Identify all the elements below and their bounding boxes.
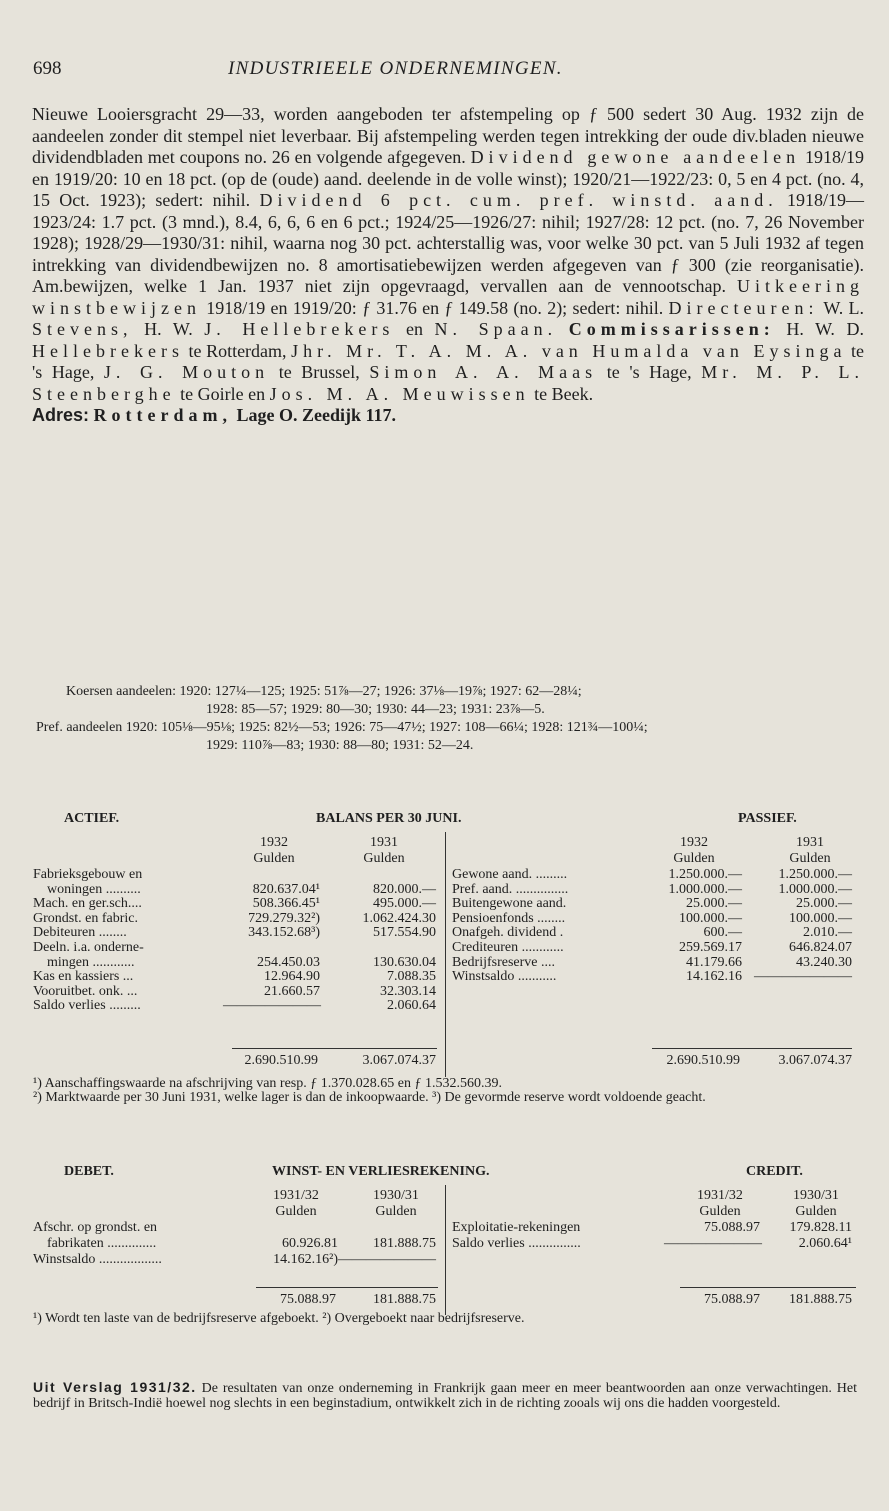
row-value: 729.279.32²) — [248, 910, 320, 926]
row-value: 25.000.— — [686, 896, 742, 912]
row-label: Saldo verlies ............... — [452, 1236, 581, 1251]
total-value: 75.088.97 — [704, 1292, 760, 1307]
koersen-block — [36, 683, 866, 755]
col-unit: Gulden — [673, 851, 715, 866]
table-row — [452, 883, 856, 898]
col-year: 1930/31 — [793, 1188, 839, 1203]
footnote: ¹) Aanschaffingswaarde na afschrijving van resp. ƒ 1.370.028.65 en ƒ 1.532.560.39. — [33, 1076, 502, 1091]
koersen-line: 1928: 85—57; 1929: 80—30; 1930: 44—23; 1931: 23⅞—5. — [206, 702, 545, 717]
row-value: 2.060.64¹ — [798, 1236, 852, 1251]
text-rotterdam: te Rotterdam, — [188, 340, 287, 361]
row-value: 1.250.000.— — [668, 867, 742, 882]
table-row — [452, 970, 856, 985]
balans-title: BALANS PER 30 JUNI. — [316, 811, 462, 826]
column-divider — [445, 832, 446, 1077]
text-director-initials: W. L. — [823, 297, 865, 318]
col-year: 1932 — [680, 835, 708, 850]
row-label: Buitengewone aand. — [452, 896, 567, 912]
table-row — [452, 1221, 856, 1237]
row-value: 179.828.11 — [789, 1220, 852, 1235]
table-row — [33, 868, 438, 883]
row-label: Pensioenfonds ........ — [452, 910, 566, 926]
total-rule — [232, 1048, 437, 1049]
row-value: 517.554.90 — [373, 925, 436, 941]
table-row — [452, 956, 856, 971]
wv-credit — [452, 1221, 856, 1253]
spaced-commissarissen: Commissarissen: — [568, 319, 775, 339]
col-year: 1931/32 — [697, 1188, 743, 1203]
col-unit: Gulden — [789, 851, 831, 866]
total-value: 75.088.97 — [280, 1292, 336, 1307]
table-row — [33, 941, 438, 956]
table-row — [33, 897, 438, 912]
spaced-stevens: Stevens, — [32, 319, 133, 339]
row-value: 508.366.45¹ — [252, 896, 320, 912]
text-hwd: H. W. D. — [786, 319, 865, 339]
row-value: 100.000.— — [789, 910, 852, 926]
row-value: 2.060.64 — [387, 998, 436, 1014]
text-en: en — [405, 319, 423, 339]
spaced-hellebrekers: J. Hellebrekers — [204, 319, 395, 339]
total-value: 3.067.074.37 — [362, 1053, 436, 1068]
row-value: 21.660.57 — [264, 983, 320, 999]
total-value: 181.888.75 — [789, 1292, 852, 1307]
total-rule — [652, 1048, 852, 1049]
col-year: 1931/32 — [273, 1188, 319, 1203]
col-unit: Gulden — [375, 1204, 417, 1219]
row-value: 41.179.66 — [686, 954, 742, 970]
adres-city: Rotterdam, — [93, 405, 232, 425]
row-value: 14.162.16 — [686, 969, 742, 985]
koersen-line: Koersen aandeelen: 1920: 127¼—125; 1925: 51⅞—27; 1926: 37⅛—19⅞; 1927: 62—28¼; — [66, 684, 582, 699]
total-value: 181.888.75 — [373, 1292, 436, 1307]
col-year: 1931 — [796, 835, 824, 850]
col-year: 1930/31 — [373, 1188, 419, 1203]
row-value: 820.000.— — [373, 881, 436, 897]
verslag-text: De resultaten van onze onderneming in Frankrijk gaan meer en meer beantwoorden aan onze verwachtingen. Het bedrijf in Britsch-Indië hoewel nog slechts in een beginstadium, ontwikkelt zich in de richting zooals wij ons die hadden voorgesteld. — [33, 1381, 857, 1411]
col-unit: Gulden — [795, 1204, 837, 1219]
total-value: 2.690.510.99 — [666, 1053, 740, 1068]
text-brussel: te Brussel, — [278, 362, 360, 382]
page-number: 698 — [33, 58, 62, 79]
col-year: 1931 — [370, 835, 398, 850]
table-row — [33, 1253, 438, 1269]
spaced-mouton: J. G. Mouton — [103, 362, 270, 382]
row-label: Bedrijfsreserve .... — [452, 954, 556, 970]
text-hage-1: te 's Hage, — [32, 340, 865, 382]
row-value: 646.824.07 — [789, 939, 852, 955]
row-label: fabrikaten .............. — [47, 1236, 157, 1251]
text-hw: H. W. — [144, 319, 193, 339]
credit-label: CREDIT. — [746, 1164, 803, 1179]
text-dividend-pref: 1918/19—1923/24: 1.7 pct. (3 mnd.), 8.4, 6, 6, 6 en 6 pct.; 1924/25—1926/27: nihil; 1927/28: 12 pct. (no. 7, 26 November 1928); 1928/29—1930/31: nihil, waarna nog 30 pct. achterstallig was, voor welke 30 pct. van 5 Juli 1932 af tegen intrekking van dividendbewijzen no. 8 amortisatiebewijzen werden afgegeven van ƒ 300 (zie reorganisatie). Am.bewijzen, welke 1 Jan. 1937 niet zijn opgevraagd, vervallen aan de vennootschap. — [32, 190, 865, 296]
row-value: 820.637.04¹ — [252, 881, 320, 897]
table-row — [452, 912, 856, 927]
row-label: Grondst. en fabric. — [33, 910, 138, 926]
spaced-humalda: Jhr. Mr. T. A. M. A. van Humalda van Eysinga — [291, 340, 847, 361]
spaced-dividend-pref: Dividend 6 pct. cum. pref. winstd. aand. — [259, 190, 778, 210]
text-goirle: te Goirle en — [180, 383, 266, 404]
row-value: 75.088.97 — [704, 1220, 760, 1235]
row-label: Exploitatie-rekeningen — [452, 1220, 581, 1235]
text-uitkeering: 1918/19 en 1919/20: ƒ 31.76 en ƒ 149.58 (no. 2); sedert: nihil. — [206, 297, 664, 318]
row-label: mingen ............ — [47, 954, 135, 970]
row-label: Crediteuren ............ — [452, 939, 564, 955]
row-label: Pref. aand. ............... — [452, 881, 569, 897]
row-value: 259.569.17 — [679, 939, 742, 955]
spaced-meuwissen: Jos. M. A. Meuwissen — [269, 383, 530, 404]
col-unit: Gulden — [275, 1204, 317, 1219]
table-row — [452, 897, 856, 912]
row-value: 25.000.— — [796, 896, 852, 912]
row-value: 343.152.68³) — [248, 925, 320, 941]
table-row — [33, 1237, 438, 1253]
text-intro: Nieuwe Looiersgracht 29—33, worden aangeboden ter afstempeling op ƒ 500 sedert 30 Aug. 1932 zijn de aandeelen zonder dit stempel niet leverbaar. Bij afstempeling werden tegen intrekking der oude div.bladen nieuwe dividendbladen met coupons no. 26 en volgende afgegeven. — [32, 104, 864, 167]
table-row — [33, 999, 438, 1014]
spaced-simon: Simon A. A. Maas — [369, 362, 598, 382]
actief-label: ACTIEF. — [64, 811, 120, 826]
spaced-steenberghe: Mr. M. P. L. Steenberghe — [32, 362, 865, 404]
row-value: 1.000.000.— — [668, 881, 742, 897]
verslag-block — [33, 1380, 857, 1411]
row-label: Deeln. i.a. onderne- — [33, 939, 144, 955]
balans-footnotes — [33, 1077, 857, 1105]
row-label: Mach. en ger.sch.... — [33, 896, 142, 912]
row-value: 60.926.81 — [282, 1236, 338, 1251]
column-divider — [445, 1185, 446, 1315]
wv-debet — [33, 1221, 438, 1269]
table-row — [33, 912, 438, 927]
text-hage-2: te 's Hage, — [606, 362, 692, 382]
table-row — [33, 883, 438, 898]
adres-label: Adres: — [32, 405, 90, 425]
row-label: Debiteuren ........ — [33, 925, 127, 941]
verslag-label: Uit Verslag 1931/32. — [33, 1379, 197, 1395]
table-row — [33, 985, 438, 1000]
running-head: INDUSTRIEELE ONDERNEMINGEN. — [228, 58, 563, 79]
wv-footnote: ¹) Wordt ten laste van de bedrijfsreserve afgeboekt. ²) Overgeboekt naar bedrijfsreserve. — [33, 1311, 525, 1326]
row-value: ——————— — [754, 969, 852, 985]
balans-passief — [452, 868, 856, 985]
col-unit: Gulden — [253, 851, 295, 866]
row-value: 14.162.16²) — [273, 1252, 338, 1267]
spaced-dividend-gewone: Dividend gewone aandeelen — [470, 147, 801, 167]
spaced-hellebrekers-2: Hellebrekers — [32, 340, 184, 361]
spaced-spaan: N. Spaan. — [434, 319, 558, 339]
row-value: 43.240.30 — [796, 954, 852, 970]
row-value: ——————— — [338, 1252, 436, 1267]
total-value: 2.690.510.99 — [244, 1053, 318, 1068]
row-value: ——————— — [223, 998, 321, 1014]
row-label: Afschr. op grondst. en — [33, 1220, 158, 1235]
koersen-line: 1929: 110⅞—83; 1930: 88—80; 1931: 52—24. — [206, 738, 474, 753]
table-row — [452, 926, 856, 941]
row-label: Gewone aand. ......... — [452, 867, 568, 882]
table-row — [452, 1237, 856, 1253]
row-label: woningen .......... — [47, 881, 141, 897]
table-row — [33, 926, 438, 941]
balans-actief — [33, 868, 438, 1014]
row-value: 181.888.75 — [373, 1236, 436, 1251]
wv-title: WINST- EN VERLIESREKENING. — [272, 1164, 490, 1179]
row-value: 1.250.000.— — [778, 867, 852, 882]
total-rule — [680, 1287, 856, 1288]
row-value: 130.630.04 — [373, 954, 436, 970]
col-year: 1932 — [260, 835, 288, 850]
row-value: 12.964.90 — [264, 969, 320, 985]
row-value: 600.— — [703, 925, 742, 941]
passief-label: PASSIEF. — [738, 811, 797, 826]
debet-label: DEBET. — [64, 1164, 114, 1179]
row-value: 2.010.— — [803, 925, 852, 941]
text-dividend-gewone: 1918/19 en 1919/20: 10 en 18 pct. (op de (oude) aand. deelende in de volle winst); 1920/21—1922/23: 0, 5 en 4 pct. (no. 4, 15 Oct. 1923); sedert: nihil. — [32, 147, 865, 210]
table-row — [33, 956, 438, 971]
total-rule — [256, 1287, 438, 1288]
table-row — [33, 970, 438, 985]
col-unit: Gulden — [699, 1204, 741, 1219]
koersen-line: Pref. aandeelen 1920: 105⅛—95⅛; 1925: 82½—53; 1926: 75—47½; 1927: 108—66¼; 1928: 121¾—100¼; — [36, 720, 648, 735]
row-value: 254.450.03 — [257, 954, 320, 970]
footnote: ²) Marktwaarde per 30 Juni 1931, welke lager is dan de inkoopwaarde. ³) De gevormde reserve wordt voldoende geacht. — [33, 1090, 706, 1105]
spaced-directeuren: Directeuren: — [668, 297, 819, 318]
col-unit: Gulden — [363, 851, 405, 866]
row-label: Winstsaldo ........... — [452, 969, 557, 985]
row-value: 1.000.000.— — [778, 881, 852, 897]
adres-street: Lage O. Zeedijk 117. — [236, 405, 397, 425]
row-label: Vooruitbet. onk. ... — [33, 983, 138, 999]
row-value: 7.088.35 — [387, 969, 436, 985]
row-label: Kas en kassiers ... — [33, 969, 134, 985]
company-description — [32, 104, 864, 427]
row-value: 32.303.14 — [380, 983, 436, 999]
table-row — [33, 1221, 438, 1237]
row-value: ——————— — [664, 1236, 762, 1251]
total-value: 3.067.074.37 — [778, 1053, 852, 1068]
row-label: Fabrieksgebouw en — [33, 867, 143, 882]
row-value: 1.062.424.30 — [362, 910, 436, 926]
row-label: Onafgeh. dividend . — [452, 925, 564, 941]
row-label: Winstsaldo .................. — [33, 1252, 162, 1267]
table-row — [452, 941, 856, 956]
table-row — [452, 868, 856, 883]
row-label: Saldo verlies ......... — [33, 998, 141, 1014]
spaced-uitkeering: Uitkeering winstbewijzen — [32, 276, 864, 318]
row-value: 495.000.— — [373, 896, 436, 912]
text-beek: te Beek. — [534, 383, 594, 404]
row-value: 100.000.— — [679, 910, 742, 926]
